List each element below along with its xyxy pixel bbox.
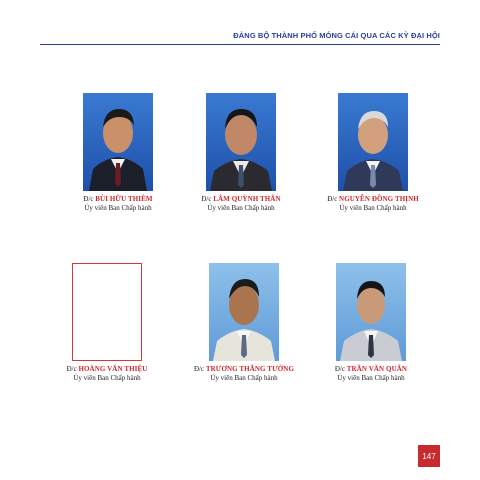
member-name: TRẦN VĂN QUÂN: [346, 365, 408, 373]
page-number: 147: [418, 445, 440, 467]
member-name: BÙI HỮU THIÊM: [95, 195, 153, 203]
member-card: [166, 93, 316, 213]
member-card: [296, 263, 446, 383]
member-card: [32, 263, 182, 383]
member-photo: [209, 263, 279, 361]
member-role: Ủy viên Ban Chấp hành: [84, 204, 152, 212]
member-photo: [336, 263, 406, 361]
member-photo: [338, 93, 408, 191]
member-photo: [206, 93, 276, 191]
member-photo-placeholder: [72, 263, 142, 361]
page-header-title: ĐẢNG BỘ THÀNH PHỐ MÓNG CÁI QUA CÁC KỲ ĐẠI HỘI: [233, 31, 440, 40]
member-name: LÂM QUỲNH THÂN: [213, 195, 281, 203]
member-role: Ủy viên Ban Chấp hành: [207, 204, 275, 212]
member-prefix: Đ/c: [66, 365, 77, 373]
member-prefix: Đ/c: [193, 365, 205, 373]
member-role: Ủy viên Ban Chấp hành: [73, 374, 141, 382]
member-prefix: Đ/c: [201, 195, 212, 203]
member-name: NGUYỄN ĐỒNG THỊNH: [339, 195, 419, 203]
member-photo: [83, 93, 153, 191]
member-prefix: Đ/c: [83, 195, 94, 203]
member-card: [298, 93, 448, 213]
member-prefix: Đ/c: [334, 365, 346, 373]
member-name: HOÀNG VĂN THIỆU: [78, 365, 148, 373]
member-name: TRƯƠNG THẮNG TƯỜNG: [205, 365, 294, 373]
member-role: Ủy viên Ban Chấp hành: [337, 374, 405, 382]
member-role: Ủy viên Ban Chấp hành: [210, 374, 278, 382]
header-rule: [40, 44, 440, 45]
member-role: Ủy viên Ban Chấp hành: [339, 204, 407, 212]
member-prefix: Đ/c: [327, 195, 338, 203]
